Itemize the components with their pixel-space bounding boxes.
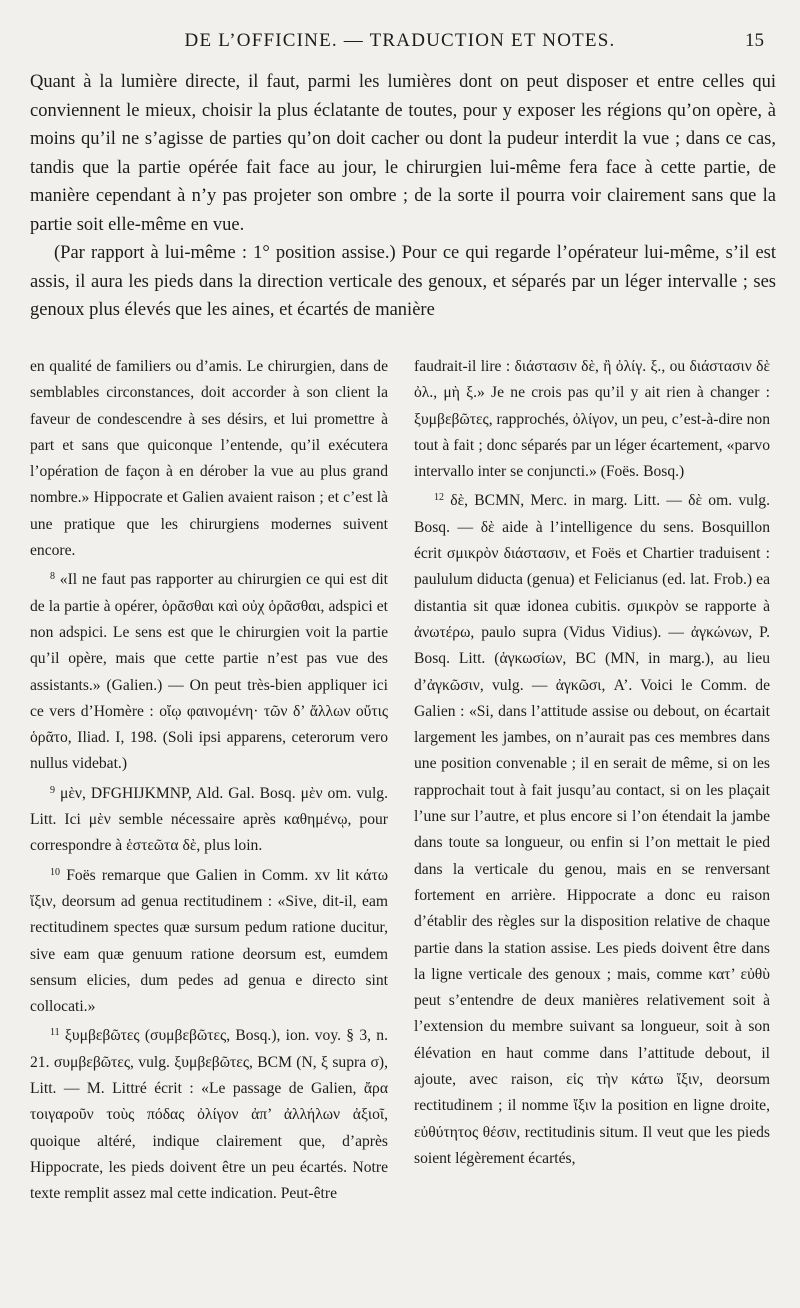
footnote-number: 10: [50, 866, 60, 878]
footnote-continuation: [414, 354, 770, 485]
page-number: 15: [745, 30, 764, 51]
footnote-number: 9: [50, 784, 55, 796]
footnote-text: en qualité de familiers ou d’amis. Le chirurgien, dans de semblables circonstances, doit accorder à son client la faveur de condescendre à ses désirs, et lui promettre à part et sans que quiconque l’entende, qu’il exécutera l’opération de façon à en dérober la vue au plus grand nombre.» Hippocrate et Galien avaient raison ; et c’est là une pratique que les chirurgiens modernes suivent encore.: [30, 358, 388, 560]
notes-left-column: [30, 354, 388, 1208]
footnote: [30, 778, 388, 860]
main-paragraph: Quant à la lumière directe, il faut, parmi les lumières dont on peut disposer et entre celles qui conviennent le mieux, choisir la plus éclatante de toutes, pour y exposer les régions qu’on opère, à moins qu’il ne s’agisse de parties qu’on doit cacher ou dont la pudeur interdit la vue ; dans ce cas, tandis que la partie opérée fait face au jour, le chirurgien lui-même fera face à cette partie, de manière cependant à n’y pas projeter son ombre ; de la sorte il pourra voir clairement sans que la partie soit elle-même en vue.: [30, 72, 776, 235]
footnote-continuation: [30, 354, 388, 564]
footnote-text: μὲν, DFGHIJKMNP, Ald. Gal. Bosq. μὲν om. vulg. Litt. Ici μὲν semble nécessaire après καθημένῳ, pour correspondre à ἑστεῶτα δὲ, plus loin.: [30, 784, 388, 855]
main-text: [30, 68, 776, 325]
footnote-text: δὲ, BCMN, Merc. in marg. Litt. — δὲ om. vulg. Bosq. — δὲ aide à l’intelligence du sens. Bosquillon écrit σμικρὸν διάστασιν, et Foës et Chartier traduisent : paululum diducta (genua) et Felicianus (ed. lat. Frob.) ea distantia sit quæ idonea cubitis. σμικρὸν se rapporte à ἀνωτέρω, paulo supra (Vidus Vidius). — ἀγκώνων, P. Bosq. Litt. (ἀγκωσίων, BC (MN, in marg.), au lieu d’ἀγκῶσιν, vulg. — ἀγκῶσι, A’. Voici le Comm. de Galien : «Si, dans l’attitude assise ou debout, on écartait largement les jambes, on n’aurait pas ces membres dans une position convenable ; il en serait de même, si on les rapprochait tout à fait jusqu’au contact, si on les plaçait l’une sur l’autre, et plus encore si l’on étendait la jambe dans toute sa longueur, ou enfin si l’on mettait le pied dans la verticale du genou, mais en se renversant fortement en arrière. Hippocrate a donc eu raison d’établir des règles sur la disposition relative de chaque partie dans la station assise. Les pieds doivent être dans la ligne verticale des genoux ; mais, comme κατ’ εὐθὺ peut s’entendre de deux manières relativement soit à l’extension du membre suivant sa longueur, soit à son élévation en haut comme dans l’attitude debout, il ajoute, avec raison, εἰς τὴν κάτω ἴξιν, deorsum rectitudinem ; il nomme ἴξιν la position en ligne droite, εὐθύτητος θέσιν, rectitudinis situm. Il veut que les pieds soient légèrement écartés,: [414, 492, 770, 1167]
footnote-number: 12: [434, 492, 444, 504]
running-head: [30, 30, 770, 60]
footnote: [30, 1020, 388, 1207]
footnote-text: «Il ne faut pas rapporter au chirurgien ce qui est dit de la partie à opérer, ὁρᾶσθαι καὶ οὐχ ὁρᾶσθαι, adspici et non adspici. Le sens est que le chirurgien voit la partie qu’il opère, mais que cette partie n’est pas vue des assistants.» (Galien.) — On peut très-bien appliquer ici ce vers d’Homère : οἴῳ φαινομένη· τῶν δ’ ἄλλων οὔτις ὁρᾶτο, Iliad. I, 198. (Soli ipsi apparens, ceterorum vero nullus videbat.): [30, 571, 388, 773]
running-title: DE L’OFFICINE. — TRADUCTION ET NOTES.: [184, 30, 616, 51]
footnote-number: 11: [50, 1027, 60, 1039]
footnote-text: ξυμβεβῶτες (συμβεβῶτες, Bosq.), ion. voy. § 3, n. 21. συμβεβῶτες, vulg. ξυμβεβῶτες, BCM (N, ξ supra σ), Litt. — M. Littré écrit : «Le passage de Galien, ἄρα τοιγαροῦν τοὺς πόδας ὀλίγον ἀπ’ ἀλλήλων ἀξιοῖ, quoique altéré, indique clairement que, d’après Hippocrate, les pieds doivent être un peu écartés. Notre texte remplit assez mal cette indication. Peut-être: [30, 1027, 388, 1203]
footnote: [30, 860, 388, 1021]
footnote-number: 8: [50, 571, 55, 583]
footnote: [30, 564, 388, 777]
footnote-text: Foës remarque que Galien in Comm. xv lit κάτω ἴξιν, deorsum ad genua rectitudinem : «Sive, dit-il, eam rectitudinem spectes quæ sursum pedum ratione ducitur, sive eam quæ genuum ratione deorsum est, eumdem sensum elicies, dum pedes ad genua e directo sint collocati.»: [30, 866, 388, 1016]
footnote: [414, 485, 770, 1172]
notes-right-column: [414, 354, 770, 1172]
footnote-text: faudrait-il lire : διάστασιν δὲ, ἢ ὀλίγ. ξ., ou διάστασιν δὲ ὀλ., μὴ ξ.» Je ne crois pas qu’il y ait rien à changer : ξυμβεβῶτες, rapprochés, ὀλίγον, un peu, c’est-à-dire non tout à fait ; donc séparés par un léger écartement, «parvo intervallo inter se conjuncti.» (Foës. Bosq.): [414, 358, 770, 481]
main-paragraph: (Par rapport à lui-même : 1° position assise.) Pour ce qui regarde l’opérateur lui-même, s’il est assis, il aura les pieds dans la direction verticale des genoux, et séparés par un léger intervalle ; ses genoux plus élevés que les aines, et écartés de manière: [30, 243, 776, 320]
